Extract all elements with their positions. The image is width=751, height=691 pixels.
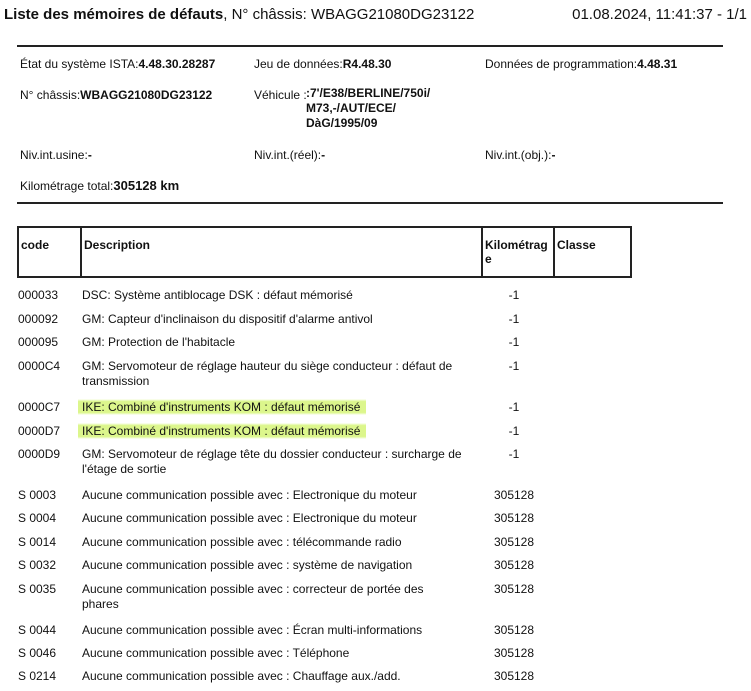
col-header-mileage: Kilométrage (481, 226, 555, 278)
total-mileage: Kilométrage total:305128 km (20, 178, 180, 193)
vehicle-value: :7'/E38/BERLINE/750i/ M73,-/AUT/ECE/ DàG/1995/09 (306, 86, 431, 130)
niv-int-obj: Niv.int.(obj.):- (485, 148, 556, 162)
dataset: Jeu de données:R4.48.30 (254, 57, 392, 71)
chassis-prefix: , N° châssis: (223, 6, 311, 23)
col-header-class: Classe (553, 226, 632, 278)
top-divider (17, 45, 723, 47)
vehicle: Véhicule : (254, 88, 307, 102)
ista-status: État du système ISTA:4.48.30.28287 (20, 57, 216, 71)
info-divider (17, 202, 723, 204)
programming-data: Données de programmation:4.48.31 (485, 57, 678, 71)
niv-int-usine: Niv.int.usine:- (20, 148, 92, 162)
datetime-page: 01.08.2024, 11:41:37 - 1/1 (572, 6, 747, 23)
niv-int-reel: Niv.int.(réel):- (254, 148, 326, 162)
highlight-marker: IKE: Combiné d'instruments KOM : défaut mémorisé (78, 399, 366, 415)
report-title: Liste des mémoires de défauts (4, 6, 224, 23)
col-header-code: code (17, 226, 82, 278)
header-chassis: WBAGG21080DG23122 (310, 6, 475, 23)
page-title-line (4, 6, 474, 23)
highlight-marker: IKE: Combiné d'instruments KOM : défaut mémorisé (78, 423, 366, 439)
chassis-number: N° châssis:WBAGG21080DG23122 (20, 88, 213, 102)
col-header-description: Description (80, 226, 483, 278)
